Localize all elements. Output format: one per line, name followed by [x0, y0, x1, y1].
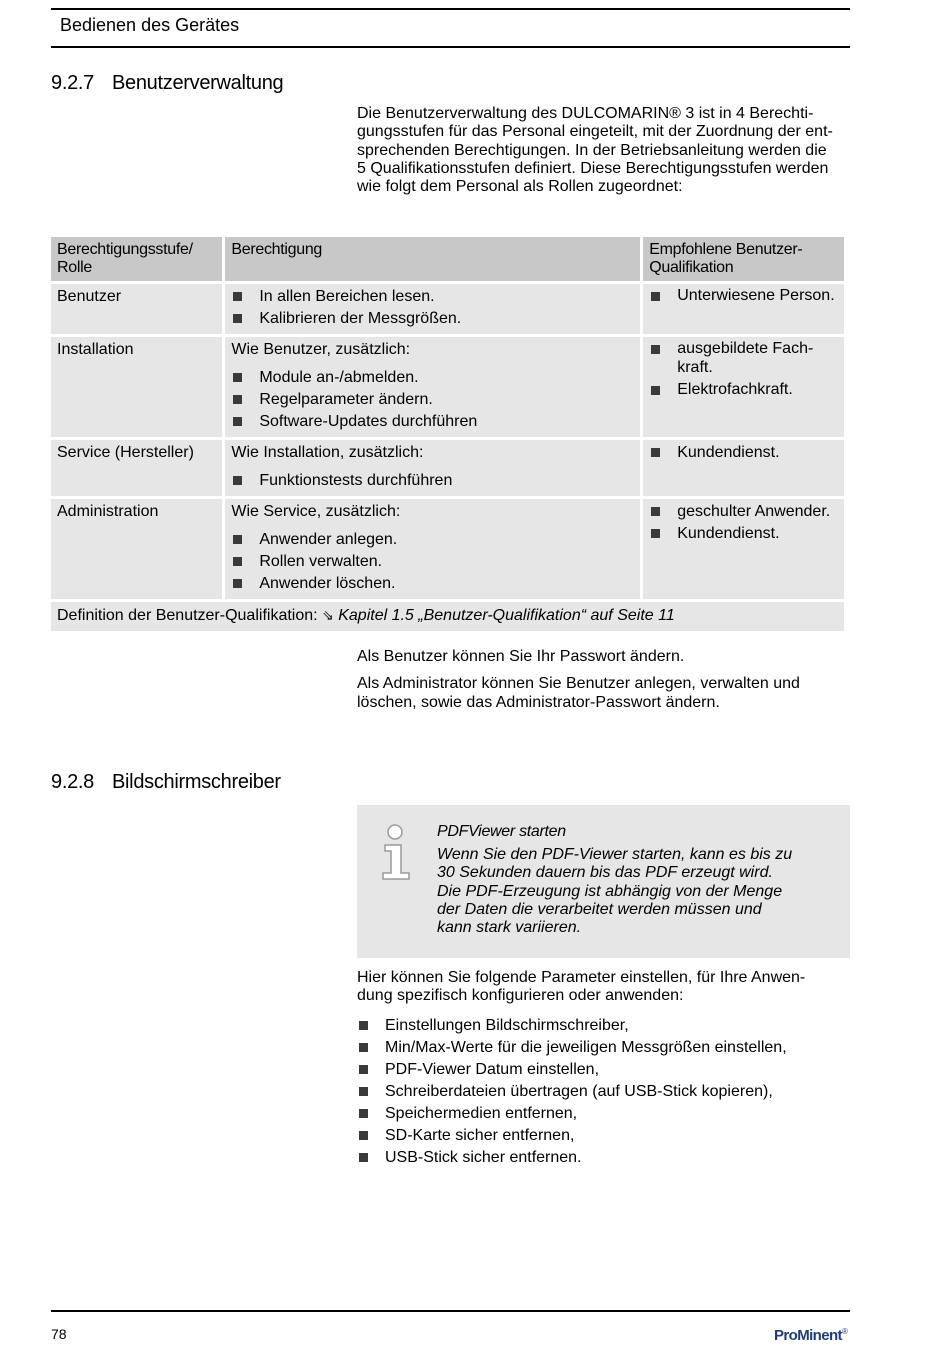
list-item: Schreiberdateien übertragen (auf USB-Stick kopieren),	[357, 1081, 852, 1103]
cross-reference-link[interactable]: Kapitel 1.5 „Benutzer-Qualifikation“ auf Seite 11	[338, 607, 675, 624]
column-header-role: Berechtigungsstufe/ Rolle	[51, 237, 222, 281]
column-header-qualification: Empfohlene Benutzer-Qualifikation	[643, 237, 844, 281]
intro-line: gungsstufen für das Personal eingeteilt, mit der Zuordnung der ent-	[357, 123, 833, 141]
list-item: Module an-/abmelden.	[231, 367, 634, 389]
paragraph: Als Benutzer können Sie Ihr Passwort ändern.	[357, 648, 685, 665]
section2-intro	[357, 969, 852, 1006]
intro-line: 5 Qualifikationsstufen definiert. Diese Berechtigungsstufen werden	[357, 159, 829, 177]
note-line: 30 Sekunden dauern bis das PDF erzeugt wird.	[437, 864, 773, 882]
list-item: SD-Karte sicher entfernen,	[357, 1125, 852, 1147]
section-heading-9-2-8	[51, 771, 281, 794]
permission-cell	[225, 499, 640, 599]
role-cell: Benutzer	[51, 284, 222, 334]
header-title: Bedienen des Gerätes	[60, 15, 240, 35]
column-header-permission: Berechtigung	[225, 237, 640, 281]
intro-line: Hier können Sie folgende Parameter einstellen, für Ihre Anwen-	[357, 969, 806, 986]
list-item: Kundendienst.	[649, 442, 838, 464]
section-number: 9.2.7	[51, 72, 94, 94]
list-item: Funktionstests durchführen	[231, 470, 634, 492]
table-row	[51, 284, 844, 334]
list-item: PDF-Viewer Datum einstellen,	[357, 1059, 852, 1081]
intro-line: Die Benutzerverwaltung des DULCOMARIN® 3 ist in 4 Berechti-	[357, 105, 814, 122]
footer-rule	[51, 1310, 850, 1312]
permissions-table	[48, 234, 847, 634]
permission-cell	[225, 440, 640, 496]
table-footer-row	[51, 602, 844, 631]
list-item: Unterwiesene Person.	[649, 286, 838, 305]
role-cell: Administration	[51, 499, 222, 599]
list-item: Anwender löschen.	[231, 573, 634, 595]
note-text	[437, 846, 827, 937]
role-cell: Service (Hersteller)	[51, 440, 222, 496]
info-note	[357, 805, 850, 958]
intro-line: wie folgt dem Personal als Rollen zugeordnet:	[357, 178, 683, 196]
section-title: Bildschirmschreiber	[112, 771, 281, 793]
list-item: ausgebildete Fach-kraft.	[649, 339, 838, 377]
note-line: Die PDF-Erzeugung ist abhängig von der Menge	[437, 882, 783, 900]
list-item: Rollen verwalten.	[231, 551, 634, 573]
permission-intro: Wie Benutzer, zusätzlich:	[231, 341, 411, 358]
section-intro	[357, 105, 852, 196]
note-line: der Daten die verarbeitet werden müssen und	[437, 900, 762, 918]
info-icon	[379, 823, 415, 883]
list-item: Min/Max-Werte für die jeweiligen Messgrößen einstellen,	[357, 1037, 852, 1059]
list-item: Kundendienst.	[649, 523, 838, 545]
permission-cell	[225, 284, 640, 334]
qualification-cell	[643, 337, 844, 437]
permission-intro: Wie Service, zusätzlich:	[231, 503, 401, 520]
table-row	[51, 499, 844, 599]
qualification-cell	[643, 499, 844, 599]
definition-label: Definition der Benutzer-Qualifikation:	[57, 607, 318, 624]
list-item: geschulter Anwender.	[649, 501, 838, 523]
table-header-row	[51, 237, 844, 281]
section-after-text	[357, 648, 852, 721]
section-title: Benutzerverwaltung	[112, 72, 284, 94]
section-heading-9-2-7	[51, 72, 283, 95]
parameter-list	[357, 1015, 852, 1169]
definition-cell	[51, 602, 844, 631]
table-row	[51, 337, 844, 437]
brand-logo: ProMinent®	[774, 1327, 848, 1344]
permission-cell	[225, 337, 640, 437]
note-title: PDFViewer starten	[437, 823, 566, 840]
list-item: Speichermedien entfernen,	[357, 1103, 852, 1125]
list-item: Einstellungen Bildschirmschreiber,	[357, 1015, 852, 1037]
list-item: USB-Stick sicher entfernen.	[357, 1147, 852, 1169]
qualification-cell	[643, 440, 844, 496]
permission-intro: Wie Installation, zusätzlich:	[231, 444, 424, 461]
list-item: In allen Bereichen lesen.	[231, 286, 634, 308]
note-line: kann stark variieren.	[437, 919, 582, 937]
intro-line: sprechenden Berechtigungen. In der Betriebsanleitung werden die	[357, 141, 827, 159]
header-top-rule	[51, 8, 850, 10]
note-line: Wenn Sie den PDF-Viewer starten, kann es bis zu	[437, 846, 793, 863]
list-item: Elektrofachkraft.	[649, 380, 838, 399]
list-item: Kalibrieren der Messgrößen.	[231, 308, 634, 330]
header-bottom-rule	[51, 46, 850, 48]
intro-line: dung spezifisch konfigurieren oder anwenden:	[357, 987, 684, 1005]
list-item: Anwender anlegen.	[231, 529, 634, 551]
cross-reference-icon: ⇘	[322, 607, 334, 623]
qualification-cell	[643, 284, 844, 334]
page-number: 78	[51, 1326, 67, 1342]
list-item: Regelparameter ändern.	[231, 389, 634, 411]
paragraph: Als Administrator können Sie Benutzer anlegen, verwalten und löschen, sowie das Administrator-Passwort ändern.	[357, 675, 800, 711]
section-number: 9.2.8	[51, 771, 94, 793]
role-cell: Installation	[51, 337, 222, 437]
list-item: Software-Updates durchführen	[231, 411, 634, 433]
table-row	[51, 440, 844, 496]
